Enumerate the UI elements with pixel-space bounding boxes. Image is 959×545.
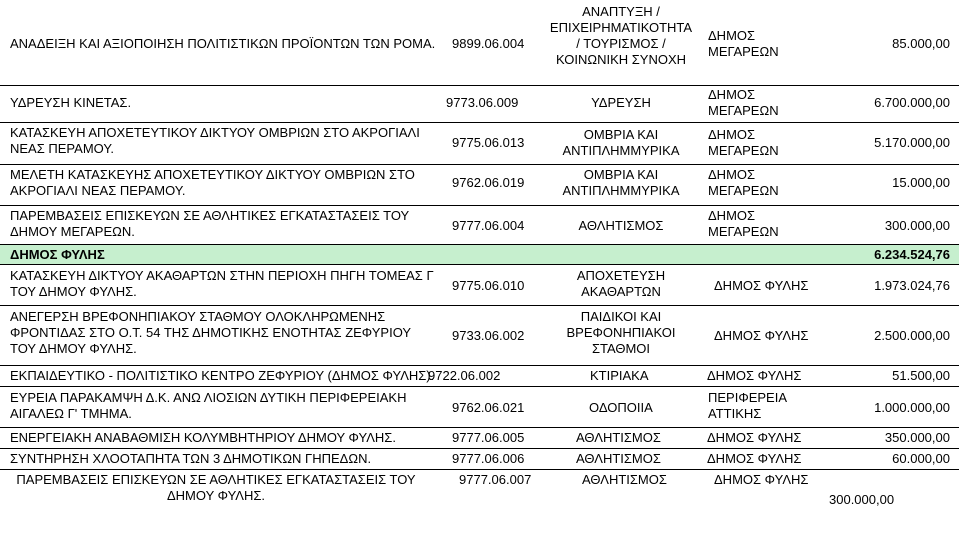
project-code: 9777.06.007 <box>459 472 532 487</box>
project-title: ΚΑΤΑΣΚΕΥΗ ΔΙΚΤΥΟΥ ΑΚΑΘΑΡΤΩΝ ΣΤΗΝ ΠΕΡΙΟΧΗ ΠΗΓΗ ΤΟΜΕΑΣ Γ ΤΟΥ ΔΗΜΟΥ ΦΥΛΗΣ. <box>10 268 434 299</box>
project-category: ΑΠΟΧΕΤΕΥΣΗ ΑΚΑΘΑΡΤΩΝ <box>576 268 666 299</box>
project-title: ΠΑΡΕΜΒΑΣΕΙΣ ΕΠΙΣΚΕΥΩΝ ΣΕ ΑΘΛΗΤΙΚΕΣ ΕΓΚΑΤΑΣΤΑΣΕΙΣ ΤΟΥ ΔΗΜΟΥ ΦΥΛΗΣ. <box>16 472 416 503</box>
project-title: ΑΝΑΔΕΙΞΗ ΚΑΙ ΑΞΙΟΠΟΙΗΣΗ ΠΟΛΙΤΙΣΤΙΚΩΝ ΠΡΟΪΟΝΤΩΝ ΤΩΝ ΡΟΜΑ. <box>10 36 436 51</box>
project-code: 9777.06.005 <box>452 430 525 445</box>
amount: 300.000,00 <box>884 218 950 233</box>
amount: 300.000,00 <box>829 492 895 507</box>
table-row <box>0 165 959 205</box>
amount: 1.973.024,76 <box>874 278 950 293</box>
table-row <box>0 449 959 469</box>
project-category: ΚΤΙΡΙΑΚΑ <box>590 368 649 383</box>
project-code: 9722.06.002 <box>428 368 501 383</box>
project-code: 9775.06.013 <box>452 135 525 150</box>
project-code: 9899.06.004 <box>452 36 525 51</box>
project-code: 9775.06.010 <box>452 278 525 293</box>
project-category: ΟΜΒΡΙΑ ΚΑΙ ΑΝΤΙΠΛΗΜΜΥΡΙΚΑ <box>562 127 680 158</box>
amount: 15.000,00 <box>892 175 950 190</box>
project-code: 9777.06.004 <box>452 218 525 233</box>
project-title: ΣΥΝΤΗΡΗΣΗ ΧΛΟΟΤΑΠΗΤΑ ΤΩΝ 3 ΔΗΜΟΤΙΚΩΝ ΓΗΠΕΔΩΝ. <box>10 451 372 466</box>
subtotal-row <box>0 245 959 264</box>
amount: 85.000,00 <box>892 36 950 51</box>
table-row <box>0 265 959 305</box>
beneficiary: ΠΕΡΙΦΕΡΕΙΑ ΑΤΤΙΚΗΣ <box>708 390 787 421</box>
project-title: ΑΝΕΓΕΡΣΗ ΒΡΕΦΟΝΗΠΙΑΚΟΥ ΣΤΑΘΜΟΥ ΟΛΟΚΛΗΡΩΜΕΝΗΣ ΦΡΟΝΤΙΔΑΣ ΣΤΟ Ο.Τ. 54 ΤΗΣ ΔΗΜΟΤΙΚΗΣ ΕΝΟΤΗΤΑΣ ΖΕΦΥΡΙΟΥ ΤΟΥ ΔΗΜΟΥ ΦΥΛΗΣ. <box>10 309 411 356</box>
project-category: ΑΘΛΗΤΙΣΜΟΣ <box>578 218 664 233</box>
beneficiary: ΔΗΜΟΣ ΦΥΛΗΣ <box>714 278 809 293</box>
project-category: ΥΔΡΕΥΣΗ <box>591 95 651 110</box>
project-category: ΑΝΑΠΤΥΞΗ / ΕΠΙΧΕΙΡΗΜΑΤΙΚΟΤΗΤΑ / ΤΟΥΡΙΣΜΟΣ / ΚΟΙΝΩΝΙΚΗ ΣΥΝΟΧΗ <box>549 4 693 67</box>
project-title: ΥΔΡΕΥΣΗ ΚΙΝΕΤΑΣ. <box>10 95 132 110</box>
project-category: ΟΔΟΠΟΙΙΑ <box>589 400 653 415</box>
table-row <box>0 0 959 85</box>
amount: 5.170.000,00 <box>874 135 950 150</box>
project-title: ΜΕΛΕΤΗ ΚΑΤΑΣΚΕΥΗΣ ΑΠΟΧΕΤΕΥΤΙΚΟΥ ΔΙΚΤΥΟΥ ΟΜΒΡΙΩΝ ΣΤΟ ΑΚΡΟΓΙΑΛΙ ΝΕΑΣ ΠΕΡΑΜΟΥ. <box>10 167 415 198</box>
project-category: ΑΘΛΗΤΙΣΜΟΣ <box>576 430 661 445</box>
project-title: ΕΚΠΑΙΔΕΥΤΙΚΟ - ΠΟΛΙΤΙΣΤΙΚΟ ΚΕΝΤΡΟ ΖΕΦΥΡΙΟΥ (ΔΗΜΟΣ ΦΥΛΗΣ). <box>10 368 435 383</box>
amount: 2.500.000,00 <box>874 328 950 343</box>
beneficiary: ΔΗΜΟΣ ΦΥΛΗΣ <box>707 451 802 466</box>
project-title: ΠΑΡΕΜΒΑΣΕΙΣ ΕΠΙΣΚΕΥΩΝ ΣΕ ΑΘΛΗΤΙΚΕΣ ΕΓΚΑΤΑΣΤΑΣΕΙΣ ΤΟΥ ΔΗΜΟΥ ΜΕΓΑΡΕΩΝ. <box>10 208 409 239</box>
project-category: ΑΘΛΗΤΙΣΜΟΣ <box>576 451 661 466</box>
beneficiary: ΔΗΜΟΣ ΦΥΛΗΣ <box>714 472 809 487</box>
subtotal-amount: 6.234.524,76 <box>874 247 950 262</box>
beneficiary: ΔΗΜΟΣ ΦΥΛΗΣ <box>707 368 802 383</box>
project-code: 9762.06.019 <box>452 175 525 190</box>
subtotal-label: ΔΗΜΟΣ ΦΥΛΗΣ <box>10 247 105 262</box>
beneficiary: ΔΗΜΟΣ ΦΥΛΗΣ <box>707 430 802 445</box>
table-row <box>0 470 959 542</box>
project-title: ΕΥΡΕΙΑ ΠΑΡΑΚΑΜΨΗ Δ.Κ. ΑΝΩ ΛΙΟΣΙΩΝ ΔΥΤΙΚΗ ΠΕΡΙΦΕΡΕΙΑΚΗ ΑΙΓΑΛΕΩ Γ' ΤΜΗΜΑ. <box>10 390 407 421</box>
beneficiary: ΔΗΜΟΣ ΜΕΓΑΡΕΩΝ <box>708 127 779 158</box>
beneficiary: ΔΗΜΟΣ ΜΕΓΑΡΕΩΝ <box>708 167 779 198</box>
table-row <box>0 123 959 164</box>
amount: 60.000,00 <box>892 451 950 466</box>
amount: 350.000,00 <box>884 430 950 445</box>
amount: 1.000.000,00 <box>874 400 950 415</box>
amount: 51.500,00 <box>892 368 950 383</box>
beneficiary: ΔΗΜΟΣ ΜΕΓΑΡΕΩΝ <box>708 87 779 118</box>
beneficiary: ΔΗΜΟΣ ΜΕΓΑΡΕΩΝ <box>708 28 779 59</box>
table-row <box>0 306 959 365</box>
table-row <box>0 206 959 244</box>
project-category: ΟΜΒΡΙΑ ΚΑΙ ΑΝΤΙΠΛΗΜΜΥΡΙΚΑ <box>562 167 680 198</box>
table-row <box>0 428 959 448</box>
project-category: ΑΘΛΗΤΙΣΜΟΣ <box>582 472 667 487</box>
table-row <box>0 366 959 386</box>
table-row <box>0 387 959 427</box>
project-code: 9773.06.009 <box>446 95 519 110</box>
beneficiary: ΔΗΜΟΣ ΜΕΓΑΡΕΩΝ <box>708 208 779 239</box>
beneficiary: ΔΗΜΟΣ ΦΥΛΗΣ <box>714 328 809 343</box>
project-code: 9762.06.021 <box>452 400 525 415</box>
project-title: ΕΝΕΡΓΕΙΑΚΗ ΑΝΑΒΑΘΜΙΣΗ ΚΟΛΥΜΒΗΤΗΡΙΟΥ ΔΗΜΟΥ ΦΥΛΗΣ. <box>10 430 396 445</box>
project-title: ΚΑΤΑΣΚΕΥΗ ΑΠΟΧΕΤΕΥΤΙΚΟΥ ΔΙΚΤΥΟΥ ΟΜΒΡΙΩΝ ΣΤΟ ΑΚΡΟΓΙΑΛΙ ΝΕΑΣ ΠΕΡΑΜΟΥ. <box>10 125 420 156</box>
project-code: 9777.06.006 <box>452 451 525 466</box>
project-code: 9733.06.002 <box>452 328 525 343</box>
table-row <box>0 86 959 122</box>
amount: 6.700.000,00 <box>874 95 950 110</box>
project-category: ΠΑΙΔΙΚΟΙ ΚΑΙ ΒΡΕΦΟΝΗΠΙΑΚΟΙ ΣΤΑΘΜΟΙ <box>566 309 676 356</box>
